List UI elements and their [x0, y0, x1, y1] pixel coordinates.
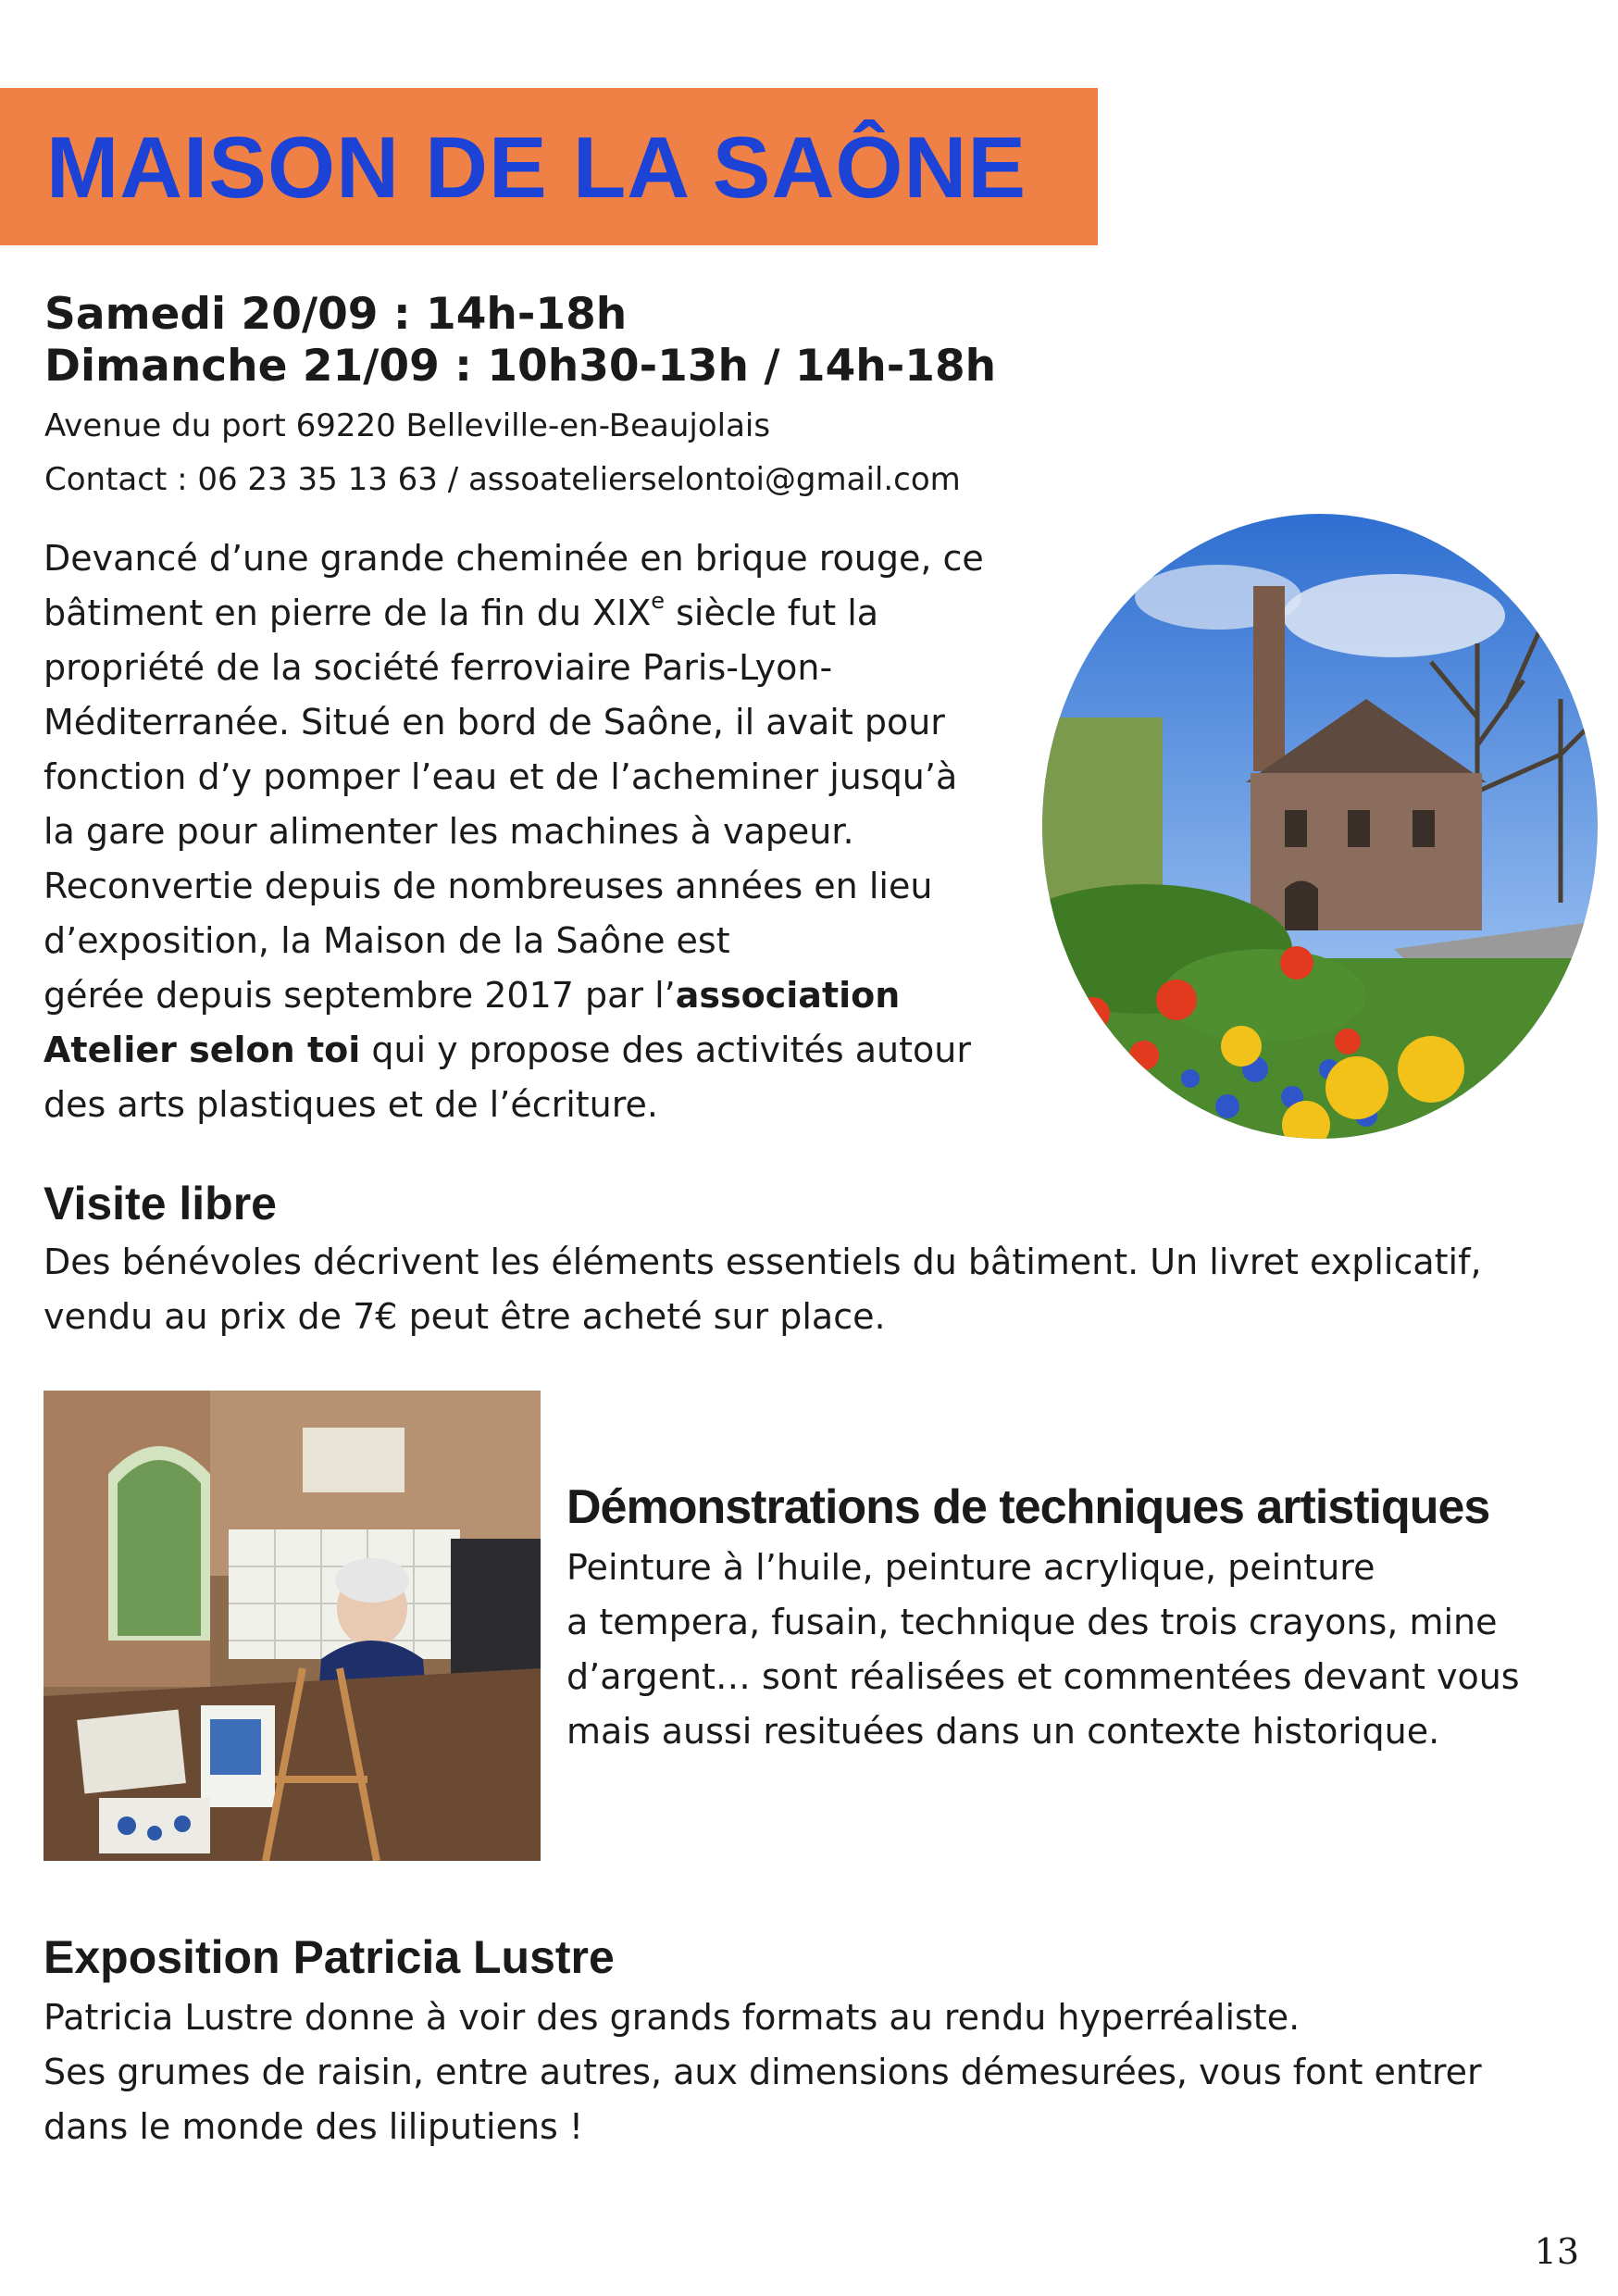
intro-line: d’exposition, la Maison de la Saône est — [44, 920, 730, 961]
schedule-saturday: Samedi 20/09 : 14h-18h — [44, 289, 628, 340]
schedule-sunday: Dimanche 21/09 : 10h30-13h / 14h-18h — [44, 341, 997, 392]
demonstrations-line: mais aussi resituées dans un contexte historique. — [566, 1711, 1440, 1752]
intro-text: bâtiment en pierre de la fin du XIX — [44, 593, 652, 633]
address: Avenue du port 69220 Belleville-en-Beaujolais — [44, 407, 771, 444]
demonstrations-line: a tempera, fusain, technique des trois crayons, mine — [566, 1602, 1498, 1642]
exposition-line: Ses grumes de raisin, entre autres, aux dimensions démesurées, vous font entrer — [44, 2052, 1482, 2092]
title-banner — [0, 88, 1098, 245]
intro-text: qui y propose des activités autour — [360, 1029, 971, 1070]
page-number: 13 — [1534, 2231, 1579, 2272]
association-name: Atelier selon toi — [44, 1029, 361, 1070]
intro-text: gérée depuis septembre 2017 par l’ — [44, 975, 676, 1016]
exposition-heading: Exposition Patricia Lustre — [44, 1931, 615, 1983]
workshop-photo-illustration — [44, 1391, 541, 1861]
exposition-paragraph — [44, 1990, 1580, 2154]
exposition-line: dans le monde des liliputiens ! — [44, 2106, 584, 2147]
intro-line: la gare pour alimenter les machines à vapeur. — [44, 811, 854, 852]
demonstrations-line: Peinture à l’huile, peinture acrylique, peinture — [566, 1547, 1375, 1588]
intro-line: Méditerranée. Situé en bord de Saône, il avait pour — [44, 702, 945, 742]
contact-info: Contact : 06 23 35 13 63 / assoatelierselontoi@gmail.com — [44, 461, 961, 498]
intro-line: des arts plastiques et de l’écriture. — [44, 1084, 658, 1125]
workshop-photo — [44, 1391, 541, 1861]
association-name: association — [675, 975, 901, 1016]
building-photo — [1042, 514, 1598, 1139]
intro-paragraph — [44, 531, 1043, 1132]
demonstrations-heading: Démonstrations de techniques artistiques — [566, 1480, 1490, 1534]
intro-line — [44, 968, 1043, 1023]
superscript: e — [651, 588, 666, 614]
intro-text: siècle fut la — [665, 593, 879, 633]
visite-heading: Visite libre — [44, 1178, 277, 1229]
intro-line — [44, 586, 1043, 641]
exposition-line: Patricia Lustre donne à voir des grands formats au rendu hyperréaliste. — [44, 1997, 1301, 2038]
building-photo-illustration — [1042, 514, 1598, 1139]
demonstrations-paragraph — [566, 1541, 1585, 1759]
intro-line — [44, 1023, 1043, 1078]
intro-line: fonction d’y pomper l’eau et de l’acheminer jusqu’à — [44, 756, 958, 797]
visite-line: vendu au prix de 7€ peut être acheté sur place. — [44, 1296, 886, 1337]
intro-line: propriété de la société ferroviaire Paris-Lyon- — [44, 647, 833, 688]
intro-line: Reconvertie depuis de nombreuses années en lieu — [44, 866, 933, 906]
schedule — [44, 289, 996, 393]
page-title: MAISON DE LA SAÔNE — [46, 119, 1027, 216]
visite-line: Des bénévoles décrivent les éléments essentiels du bâtiment. Un livret explicatif, — [44, 1242, 1482, 1282]
intro-line: Devancé d’une grande cheminée en brique rouge, ce — [44, 538, 984, 579]
visite-paragraph — [44, 1235, 1580, 1344]
demonstrations-line: d’argent… sont réalisées et commentées devant vous — [566, 1656, 1520, 1697]
